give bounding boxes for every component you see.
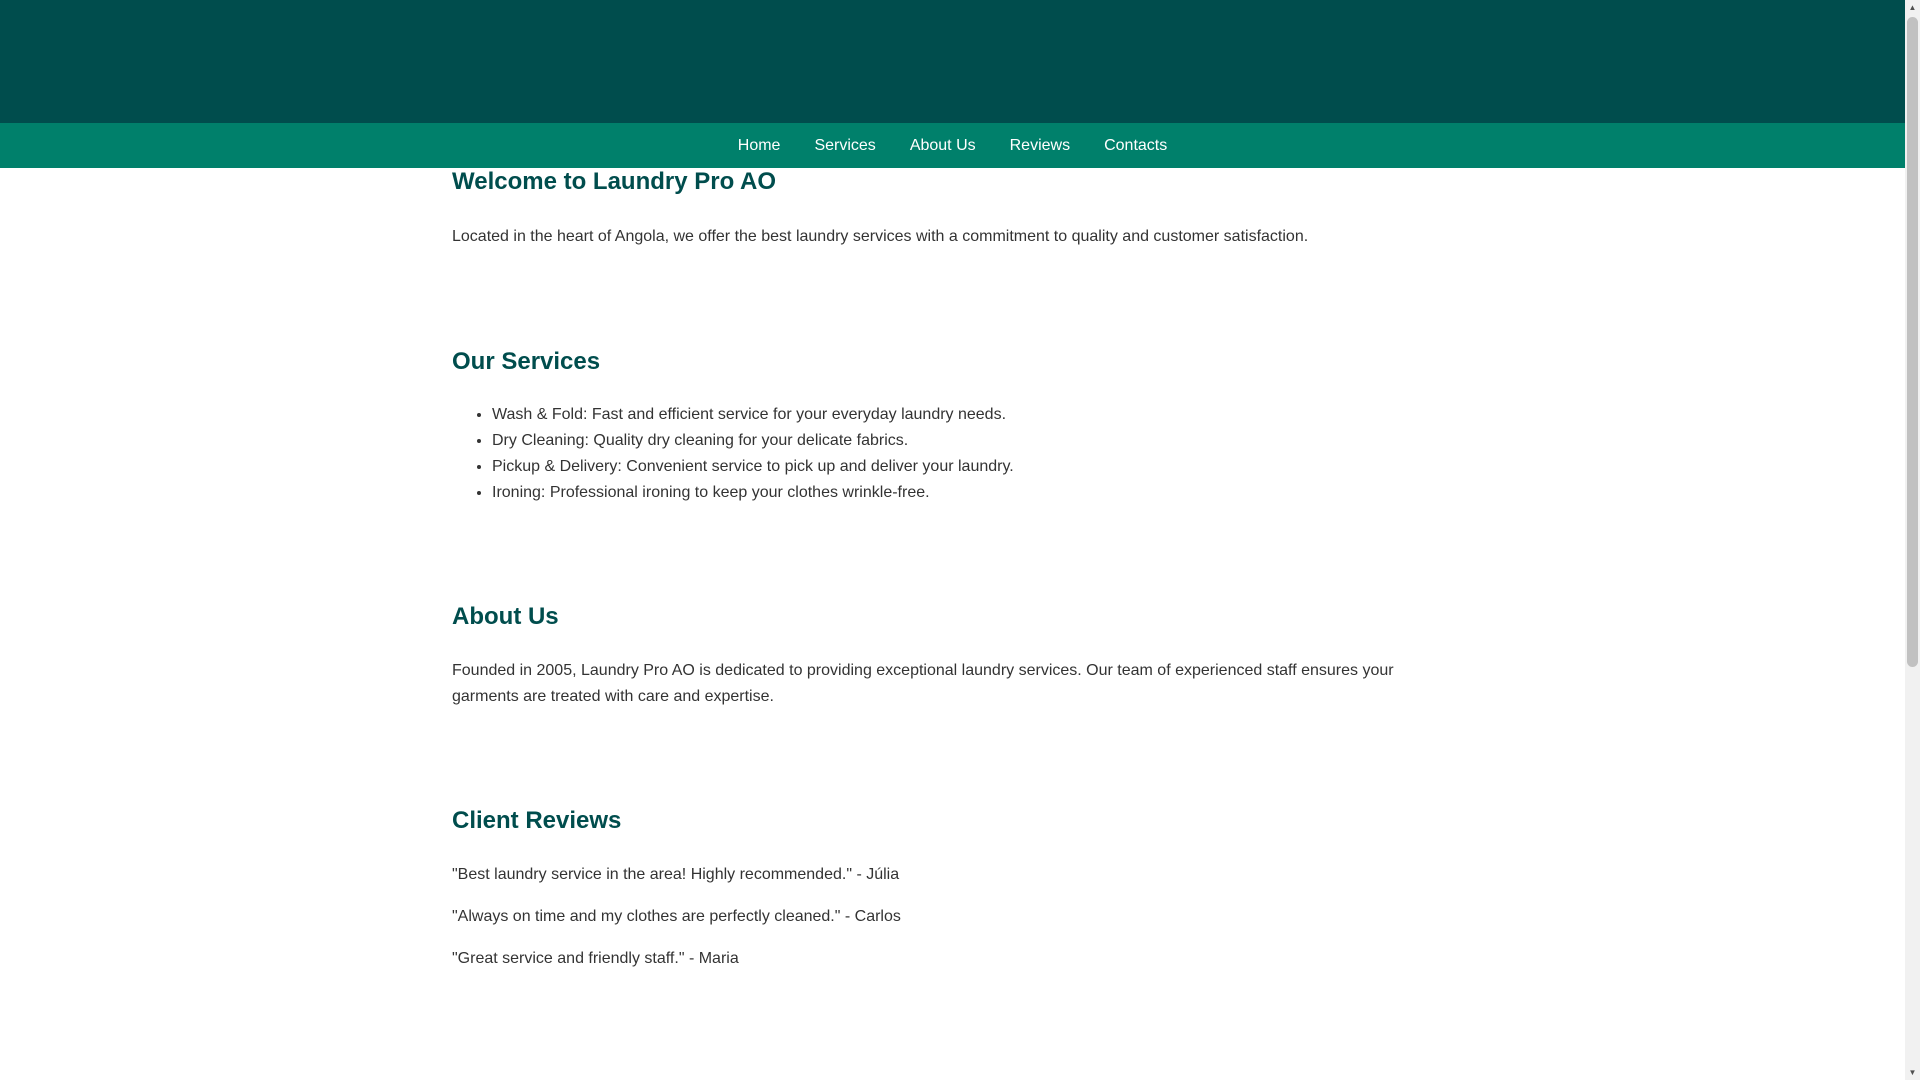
main-navigation xyxy=(0,123,1905,168)
service-item: • Dry Cleaning: Quality dry cleaning for your delicate fabrics. xyxy=(492,428,1412,454)
scroll-up-icon[interactable]: ▲ xyxy=(1908,3,1917,12)
review-item: "Always on time and my clothes are perfectly cleaned." - Carlos xyxy=(452,908,901,925)
header-banner xyxy=(0,0,1905,123)
nav-services-link[interactable]: Services xyxy=(814,137,876,154)
reviews-title: Client Reviews xyxy=(452,807,622,834)
about-section xyxy=(452,603,1412,710)
nav-reviews-link[interactable]: Reviews xyxy=(1009,137,1071,154)
review-item: "Great service and friendly staff." - Maria xyxy=(452,950,739,967)
welcome-text: Located in the heart of Angola, we offer the best laundry services with a commitment to quality and customer satisfaction. xyxy=(452,228,1309,245)
service-item: • Pickup & Delivery: Convenient service to pick up and deliver your laundry. xyxy=(492,454,1412,480)
services-title: Our Services xyxy=(452,348,601,375)
service-item: • Wash & Fold: Fast and efficient service for your everyday laundry needs. xyxy=(492,402,1412,428)
nav-about-link[interactable]: About Us xyxy=(909,137,976,154)
review-item: "Best laundry service in the area! Highly recommended." - Júlia xyxy=(452,866,900,883)
about-title: About Us xyxy=(452,603,559,630)
about-text: Founded in 2005, Laundry Pro AO is dedicated to providing exceptional laundry services. Our team of experienced staff ensures your garments are treated with care and expertise. xyxy=(452,662,1394,705)
nav-contacts-link[interactable]: Contacts xyxy=(1104,137,1168,154)
welcome-title: Welcome to Laundry Pro AO xyxy=(452,168,777,195)
scroll-down-icon[interactable]: ▼ xyxy=(1908,1068,1917,1077)
main-content xyxy=(452,168,1412,972)
services-list xyxy=(452,402,1412,506)
nav-home-link[interactable]: Home xyxy=(737,137,781,154)
vertical-scrollbar[interactable] xyxy=(1905,0,1920,1080)
reviews-section xyxy=(452,807,1412,972)
scrollbar-thumb[interactable] xyxy=(1907,17,1918,667)
service-item: • Ironing: Professional ironing to keep your clothes wrinkle-free. xyxy=(492,480,1412,506)
welcome-section xyxy=(452,168,1412,250)
services-section xyxy=(452,348,1412,506)
